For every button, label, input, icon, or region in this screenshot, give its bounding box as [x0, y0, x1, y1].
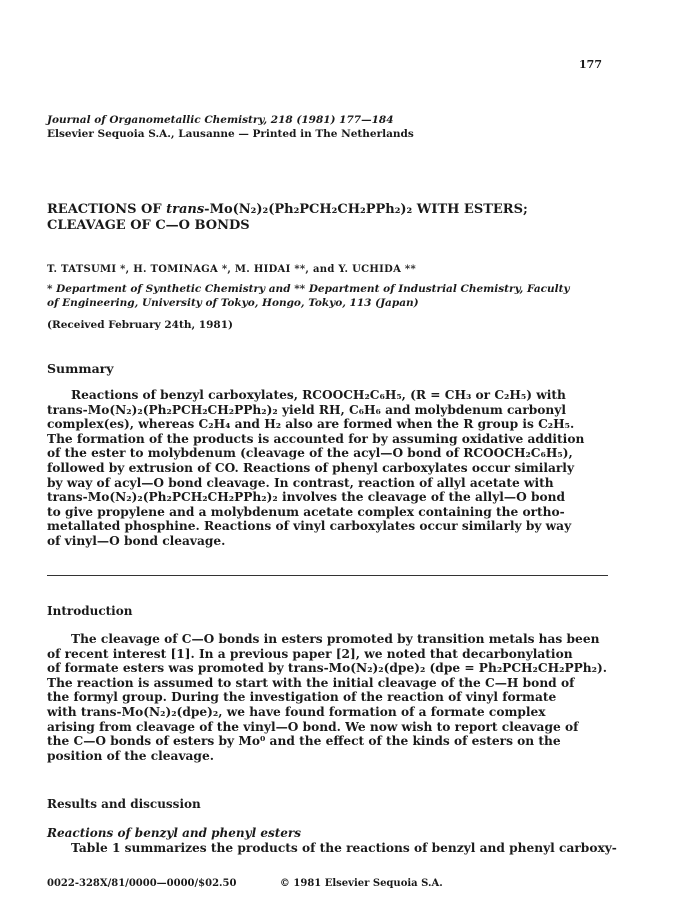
- affiliation-line-2: of Engineering, University of Tokyo, Hongo, Tokyo, 113 (Japan): [47, 297, 419, 309]
- introduction-text: [47, 632, 627, 763]
- journal-line-1: Journal of Organometallic Chemistry, 218 (1981) 177—184: [47, 114, 394, 126]
- section-divider: [47, 575, 608, 576]
- summary-line: Reactions of benzyl carboxylates, RCOOCH₂C₆H₅, (R = CH₃ or C₂H₅) with: [71, 388, 566, 402]
- page-number: 177: [579, 58, 602, 71]
- summary-line: trans-Mo(N₂)₂(Ph₂PCH₂CH₂PPh₂)₂ involves the cleavage of the allyl—O bond: [47, 490, 565, 505]
- title-line-1-pre: REACTIONS OF: [47, 202, 167, 217]
- footer-code: 0022-328X/81/0000—0000/$02.50: [47, 878, 237, 889]
- results-heading: Results and discussion: [47, 797, 201, 811]
- summary-text: [47, 388, 627, 549]
- summary-line: followed by extrusion of CO. Reactions of phenyl carboxylates occur similarly: [47, 460, 575, 475]
- intro-line: with trans-Mo(N₂)₂(dpe)₂, we have found formation of a formate complex: [47, 704, 546, 719]
- intro-line: of formate esters was promoted by trans-Mo(N₂)₂(dpe)₂ (dpe = Ph₂PCH₂CH₂PPh₂).: [47, 661, 607, 676]
- received-date: (Received February 24th, 1981): [47, 319, 233, 331]
- summary-line: of vinyl—O bond cleavage.: [47, 533, 226, 548]
- intro-line: The cleavage of C—O bonds in esters promoted by transition metals has been: [71, 632, 600, 646]
- introduction-heading: Introduction: [47, 604, 133, 618]
- summary-line: of the ester to molybdenum (cleavage of the acyl—O bond of RCOOCH₂C₆H₅),: [47, 446, 573, 461]
- journal-citation: [47, 113, 414, 141]
- intro-line: the C—O bonds of esters by Mo⁰ and the effect of the kinds of esters on the: [47, 734, 561, 749]
- article-title: [47, 202, 627, 234]
- authors: T. TATSUMI *, H. TOMINAGA *, M. HIDAI **, and Y. UCHIDA **: [47, 264, 416, 275]
- title-line-1-post: -Mo(N₂)₂(Ph₂PCH₂CH₂PPh₂)₂ WITH ESTERS;: [204, 202, 528, 217]
- title-line-2: CLEAVAGE OF C—O BONDS: [47, 218, 250, 233]
- summary-line: by way of acyl—O bond cleavage. In contrast, reaction of allyl acetate with: [47, 475, 554, 490]
- intro-line: arising from cleavage of the vinyl—O bond. We now wish to report cleavage of: [47, 719, 579, 734]
- summary-line: to give propylene and a molybdenum acetate complex containing the ortho-: [47, 504, 565, 519]
- affiliation: [47, 282, 627, 310]
- footer-copyright: © 1981 Elsevier Sequoia S.A.: [279, 878, 443, 889]
- body-text-line: Table 1 summarizes the products of the reactions of benzyl and phenyl carboxy-: [71, 841, 617, 855]
- title-line-1: [47, 202, 627, 218]
- subsection-heading: Reactions of benzyl and phenyl esters: [47, 826, 301, 840]
- affiliation-line-1: * Department of Synthetic Chemistry and ** Department of Industrial Chemistry, Faculty: [47, 283, 570, 295]
- footer: [47, 878, 443, 889]
- intro-line: position of the cleavage.: [47, 748, 214, 763]
- summary-line: The formation of the products is accounted for by assuming oxidative addition: [47, 431, 585, 446]
- intro-line: The reaction is assumed to start with the initial cleavage of the C—H bond of: [47, 675, 575, 690]
- summary-heading: Summary: [47, 361, 114, 376]
- title-line-1-italic: trans: [166, 202, 205, 217]
- summary-line: metallated phosphine. Reactions of vinyl carboxylates occur similarly by way: [47, 519, 572, 534]
- summary-line: trans-Mo(N₂)₂(Ph₂PCH₂CH₂PPh₂)₂ yield RH, C₆H₆ and molybdenum carbonyl: [47, 402, 566, 417]
- intro-line: of recent interest [1]. In a previous paper [2], we noted that decarbonylation: [47, 646, 573, 661]
- journal-line-2: Elsevier Sequoia S.A., Lausanne — Printed in The Netherlands: [47, 128, 414, 140]
- summary-line: complex(es), whereas C₂H₄ and H₂ also are formed when the R group is C₂H₅.: [47, 417, 575, 432]
- intro-line: the formyl group. During the investigation of the reaction of vinyl formate: [47, 690, 557, 705]
